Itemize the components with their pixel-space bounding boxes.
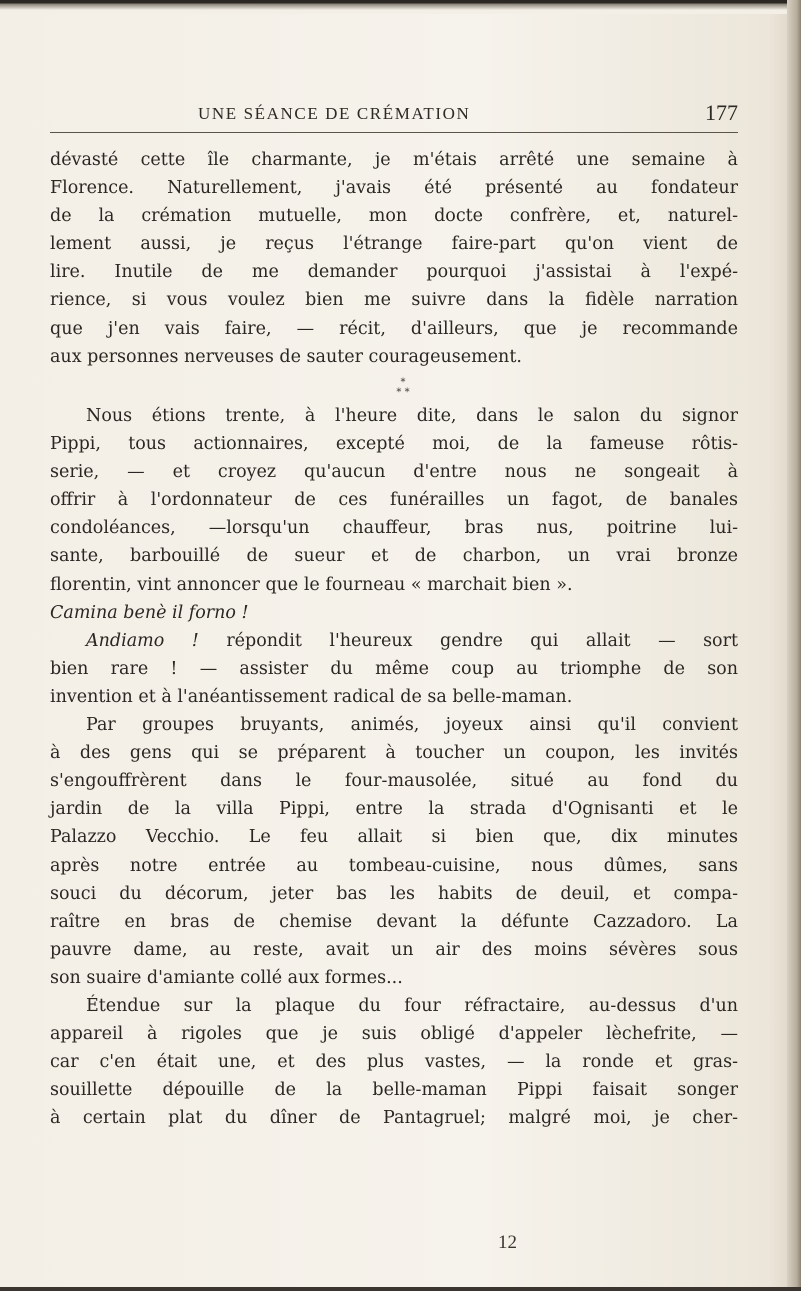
asterism-bottom: * * — [396, 387, 410, 398]
top-edge — [0, 0, 801, 14]
line-rest: répondit l'heureux gendre qui allait — sort — [198, 630, 738, 651]
text-line: Florence. Naturellement, j'avais été présenté au fondateur — [50, 178, 738, 199]
text-line: invention et à l'anéantissement radical de sa belle-maman. — [50, 686, 573, 707]
text-line: raître en bras de chemise devant la défunte Cazzadoro. La — [50, 911, 738, 932]
italic-word: Andiamo ! — [86, 630, 199, 651]
text-line: de la crémation mutuelle, mon docte confrère, et, naturel- — [50, 206, 738, 227]
text-line: lement aussi, je reçus l'étrange faire-part qu'on vient de — [50, 234, 738, 255]
text-line: florentin, vint annoncer que le fourneau « marchait bien ». — [50, 574, 573, 595]
text-line: Étendue sur la plaque du four réfractaire, au-dessus d'un — [86, 995, 738, 1016]
signature-mark: 12 — [498, 1232, 517, 1253]
text-line: appareil à rigoles que je suis obligé d'appeler lèchefrite, — — [50, 1024, 738, 1045]
page-number: 177 — [705, 100, 738, 125]
text-line: souci du décorum, jeter bas les habits de deuil, et compa- — [50, 883, 738, 904]
main-text — [50, 402, 738, 1132]
italic-quote: Camina benè il forno ! — [50, 602, 249, 623]
text-line: à certain plat du dîner de Pantagruel; malgré moi, je cher- — [50, 1108, 738, 1129]
text-line: serie, — et croyez qu'aucun d'entre nous ne songeait à — [50, 462, 738, 483]
text-line: sante, barbouillé de sueur et de charbon, un vrai bronze — [50, 546, 738, 567]
header-rule — [50, 132, 738, 133]
running-title: UNE SÉANCE DE CRÉMATION — [198, 104, 471, 123]
text-line: après notre entrée au tombeau-cuisine, nous dûmes, sans — [50, 855, 738, 876]
text-line: Par groupes bruyants, animés, joyeux ainsi qu'il convient — [86, 715, 738, 736]
text-line: pauvre dame, au reste, avait un air des moins sévères sous — [50, 939, 738, 960]
text-line — [50, 627, 738, 655]
text-line: rience, si vous voulez bien me suivre dans la fidèle narration — [50, 290, 738, 311]
paragraph-1 — [50, 146, 738, 371]
text-line: son suaire d'amiante collé aux formes... — [50, 967, 403, 988]
text-line: Palazzo Vecchio. Le feu allait si bien que, dix minutes — [50, 827, 738, 848]
bottom-edge — [0, 1287, 801, 1291]
italic-line — [50, 599, 738, 627]
text-line: car c'en était une, et des plus vastes, — la ronde et gras- — [50, 1052, 738, 1073]
text-line: offrir à l'ordonnateur de ces funérailles un fagot, de banales — [50, 490, 738, 511]
text-line: à des gens qui se préparent à toucher un coupon, les invités — [50, 743, 738, 764]
text-line: aux personnes nerveuses de sauter courageusement. — [50, 346, 522, 367]
text-line: Pippi, tous actionnaires, excepté moi, de la fameuse rôtis- — [50, 434, 738, 455]
text-line: jardin de la villa Pippi, entre la strada d'Ognisanti et le — [50, 799, 738, 820]
page-right-edge — [787, 0, 801, 1291]
text-line: dévasté cette île charmante, je m'étais arrêté une semaine à — [50, 150, 738, 170]
text-line: bien rare ! — assister du même coup au triomphe de son — [50, 658, 738, 679]
running-header — [50, 102, 738, 130]
text-line: lire. Inutile de me demander pourquoi j'assistai à l'expé- — [50, 262, 738, 283]
text-line: souillette dépouille de la belle-maman Pippi faisait songer — [50, 1080, 738, 1101]
text-line: s'engouffrèrent dans le four-mausolée, situé au fond du — [50, 771, 738, 792]
text-line: que j'en vais faire, — récit, d'ailleurs, que je recommande — [50, 318, 738, 339]
asterism-top: * — [400, 377, 406, 388]
text-line: Nous étions trente, à l'heure dite, dans le salon du signor — [86, 406, 738, 426]
text-line: condoléances, —lorsqu'un chauffeur, bras nus, poitrine lui- — [50, 518, 738, 539]
